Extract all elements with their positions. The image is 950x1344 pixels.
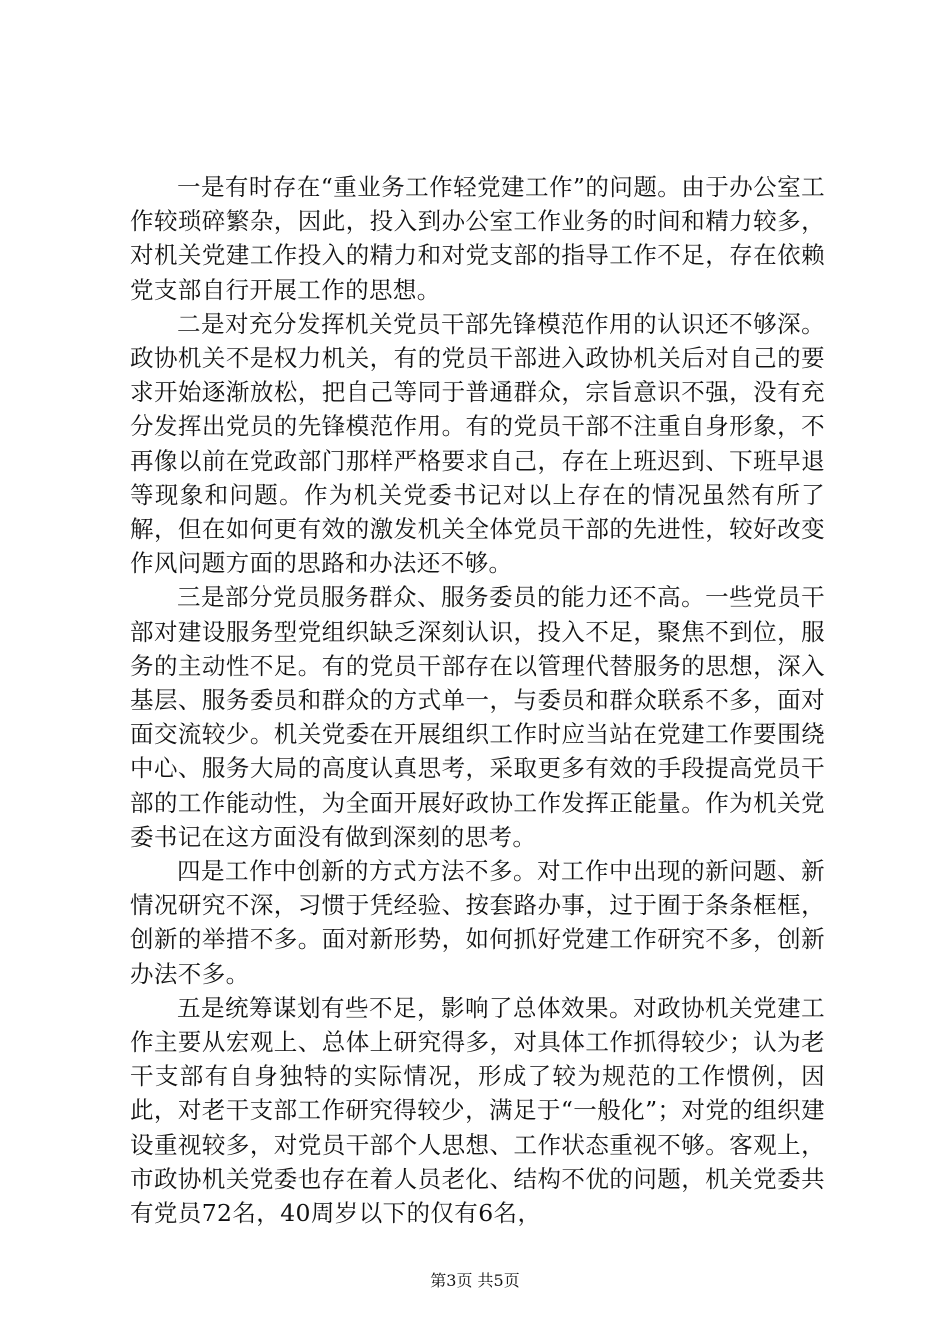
paragraph-2: 二是对充分发挥机关党员干部先锋模范作用的认识还不够深。政协机关不是权力机关，有的党员干部进入政协机关后对自己的要求开始逐渐放松，把自己等同于普通群众，宗旨意识不强，没有充分发挥出党员的先锋模范作用。有的党员干部不注重自身形象，不再像以前在党政部门那样严格要求自己，存在上班迟到、下班早退等现象和问题。作为机关党委书记对以上存在的情况虽然有所了解，但在如何更有效的激发机关全体党员干部的先进性，较好改变作风问题方面的思路和办法还不够。 — [130, 309, 825, 578]
paragraph-5: 五是统筹谋划有些不足，影响了总体效果。对政协机关党建工作主要从宏观上、总体上研究得多，对具体工作抓得较少；认为老干支部有自身独特的实际情况，形成了较为规范的工作惯例，因此，对老干支部工作研究得较少，满足于“一般化”；对党的组织建设重视较多，对党员干部个人思想、工作状态重视不够。客观上，市政协机关党委也存在着人员老化、结构不优的问题，机关党委共有党员72名，40周岁以下的仅有6名， — [130, 993, 825, 1228]
paragraph-1: 一是有时存在“重业务工作轻党建工作”的问题。由于办公室工作较琐碎繁杂，因此，投入到办公室工作业务的时间和精力较多，对机关党建工作投入的精力和对党支部的指导工作不足，存在依赖党支部自行开展工作的思想。 — [130, 173, 825, 304]
document-body — [130, 170, 825, 1230]
page-number-footer: 第3页 共5页 — [430, 1271, 520, 1290]
paragraph-4: 四是工作中创新的方式方法不多。对工作中出现的新问题、新情况研究不深，习惯于凭经验、按套路办事，过于囿于条条框框，创新的举措不多。面对新形势，如何抓好党建工作研究不多，创新办法不多。 — [130, 857, 825, 988]
paragraph-3: 三是部分党员服务群众、服务委员的能力还不高。一些党员干部对建设服务型党组织缺乏深刻认识，投入不足，聚焦不到位，服务的主动性不足。有的党员干部存在以管理代替服务的思想，深入基层、服务委员和群众的方式单一，与委员和群众联系不多，面对面交流较少。机关党委在开展组织工作时应当站在党建工作要围绕中心、服务大局的高度认真思考，采取更多有效的手段提高党员干部的工作能动性，为全面开展好政协工作发挥正能量。作为机关党委书记在这方面没有做到深刻的思考。 — [130, 583, 825, 851]
